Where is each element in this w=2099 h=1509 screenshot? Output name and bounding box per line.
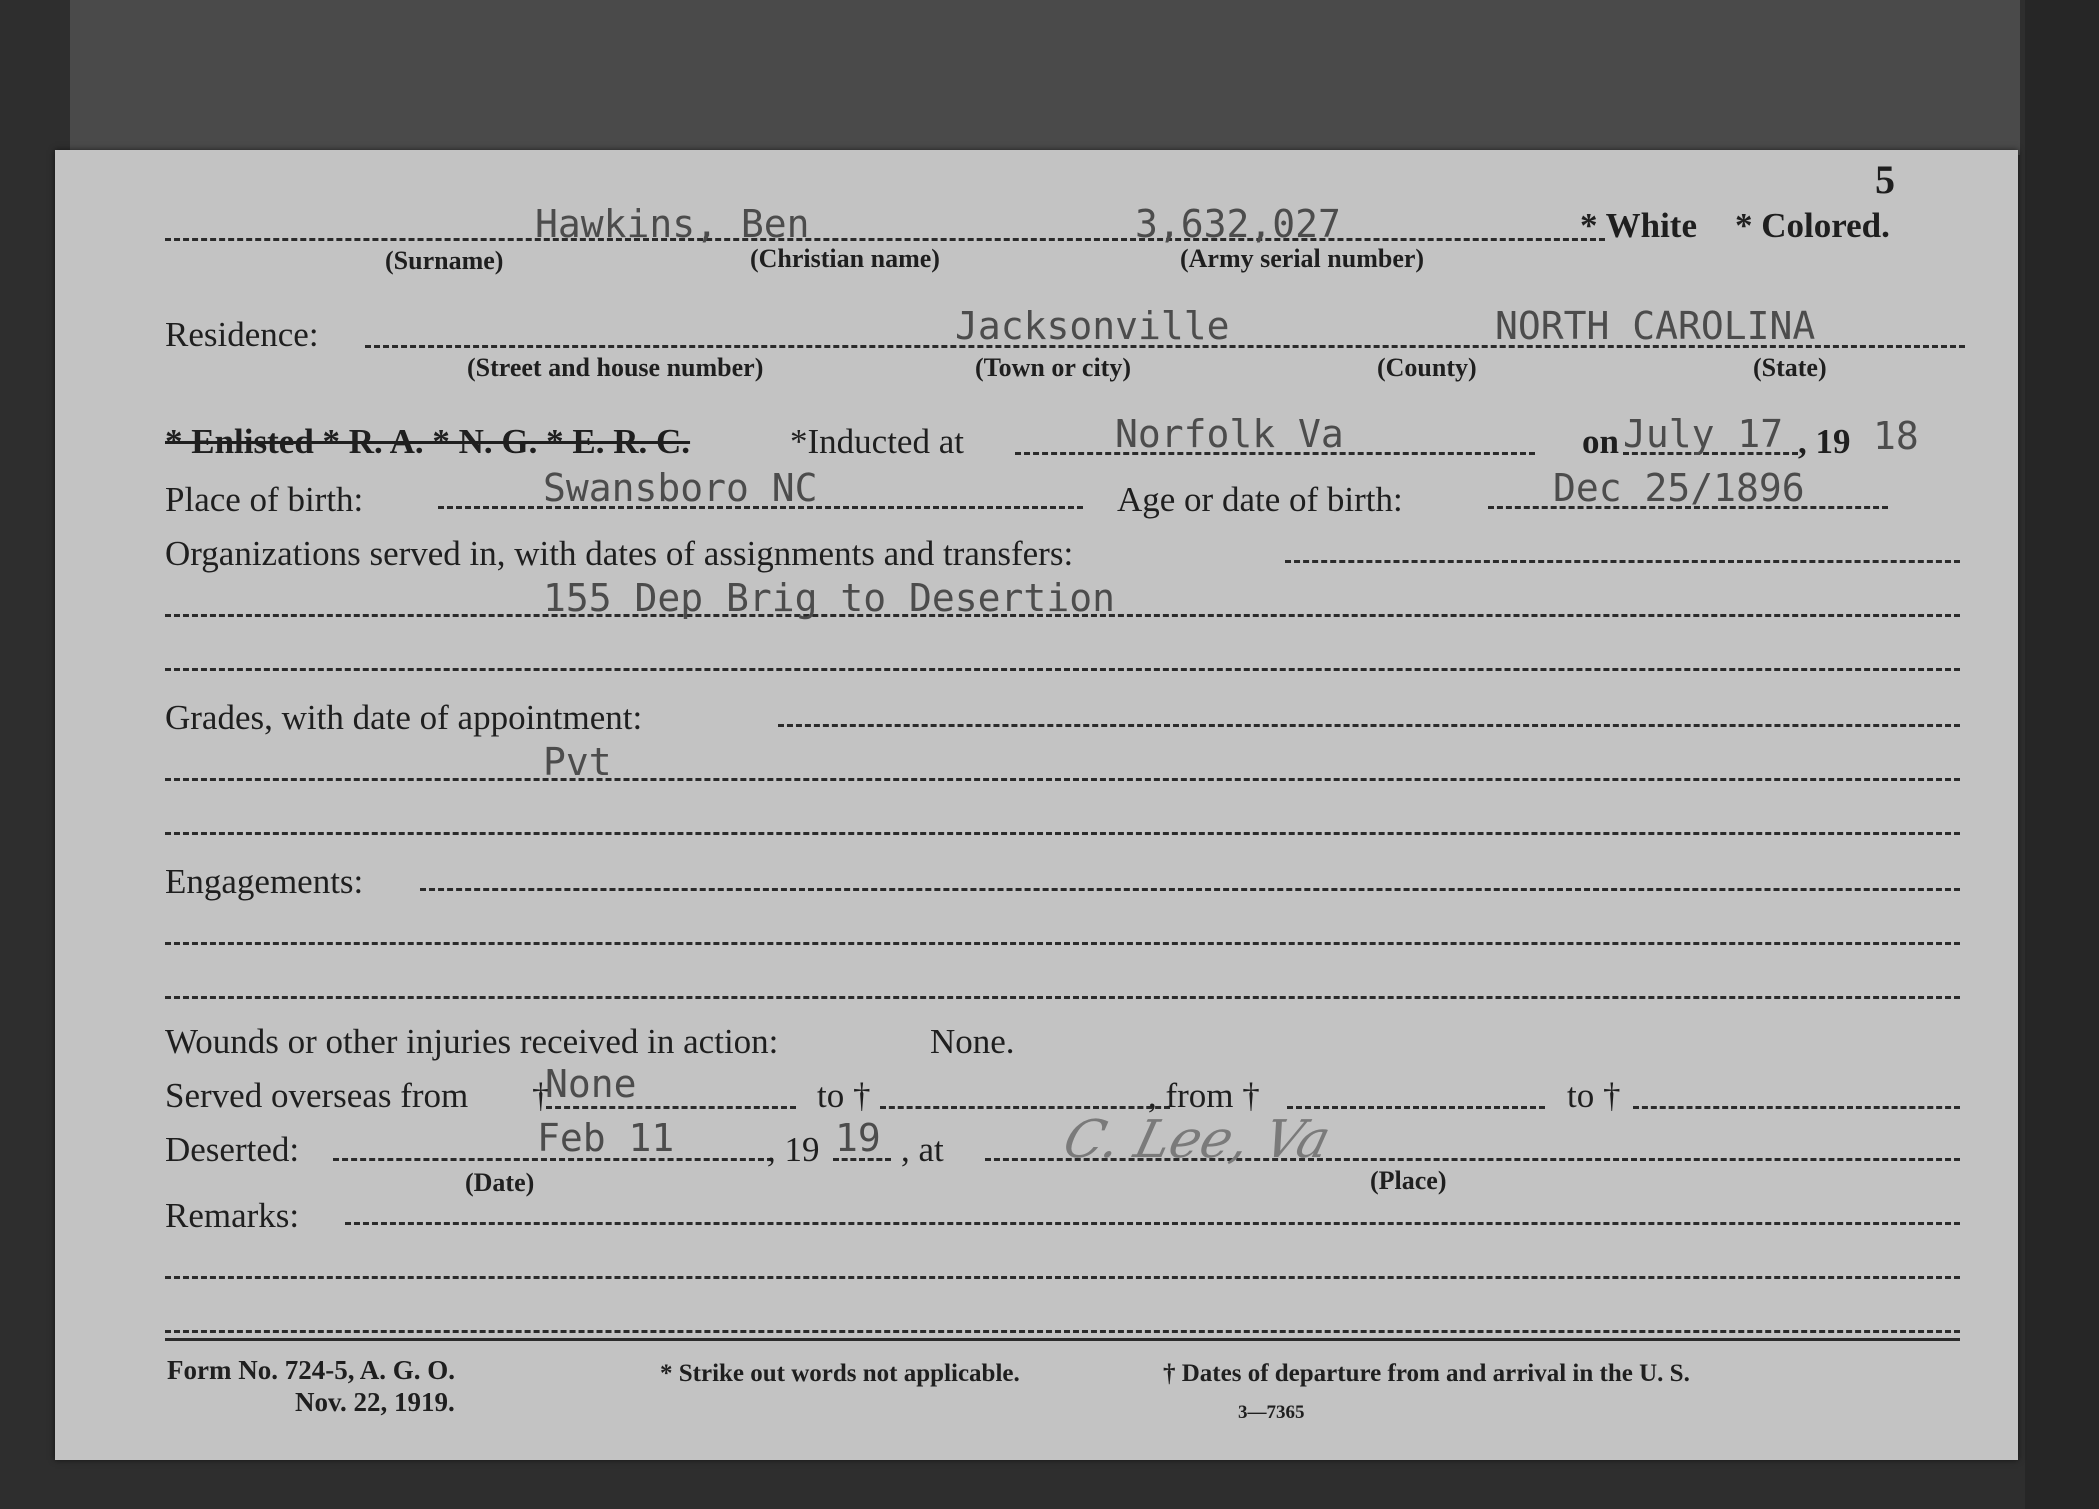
place-caption: (Place) <box>1370 1166 1447 1195</box>
organizations-label: Organizations served in, with dates of assignments and transfers: <box>165 534 1074 573</box>
residence-state: NORTH CAROLINA <box>1495 304 1816 348</box>
form-date: Nov. 22, 1919. <box>295 1387 455 1417</box>
street-caption: (Street and house number) <box>467 353 764 382</box>
state-caption: (State) <box>1753 353 1827 382</box>
strike-note: * Strike out words not applicable. <box>660 1360 1020 1387</box>
surname-caption: (Surname) <box>385 246 504 275</box>
overseas-from-line <box>546 1106 796 1109</box>
on-label: on <box>1582 422 1619 461</box>
inducted-label: *Inducted at <box>790 422 964 461</box>
induction-year: 18 <box>1873 414 1919 458</box>
overseas-to-1: to † <box>817 1076 871 1115</box>
dates-note: † Dates of departure from and arrival in the U. S. <box>1163 1360 1690 1387</box>
remarks-label: Remarks: <box>165 1196 300 1235</box>
birthdate-value: Dec 25/1896 <box>1553 466 1805 510</box>
name-line <box>165 238 1605 241</box>
overseas-from: , from † <box>1148 1076 1260 1115</box>
wounds-label: Wounds or other injuries received in action: <box>165 1022 779 1061</box>
engagements-line-3 <box>165 996 1960 999</box>
name-value: Hawkins, Ben <box>535 202 810 246</box>
grades-label: Grades, with date of appointment: <box>165 698 643 737</box>
town-caption: (Town or city) <box>975 353 1131 382</box>
organizations-line-1 <box>1285 560 1960 563</box>
induction-date: July 17 <box>1623 412 1784 456</box>
organizations-line-3 <box>165 668 1960 671</box>
service-record-card <box>55 150 2018 1460</box>
overseas-to-line-2 <box>1633 1106 1960 1109</box>
residence-label: Residence: <box>165 315 319 354</box>
form-number: Form No. 724-5, A. G. O. <box>167 1355 455 1385</box>
deserted-label: Deserted: <box>165 1130 300 1169</box>
background-dark-band <box>70 0 2020 155</box>
footer-rule <box>165 1338 1960 1341</box>
overseas-value: None <box>545 1062 637 1106</box>
inducted-place: Norfolk Va <box>1115 412 1344 456</box>
deserted-at-label: , at <box>901 1130 944 1169</box>
residence-town: Jacksonville <box>955 304 1230 348</box>
wounds-value: None. <box>930 1022 1015 1061</box>
deserted-year: 19 <box>835 1116 881 1160</box>
deserted-place: C. Lee, Va <box>1057 1110 1337 1170</box>
overseas-to-line-1 <box>880 1106 1170 1109</box>
engagements-line-2 <box>165 942 1960 945</box>
christian-name-caption: (Christian name) <box>750 244 940 273</box>
card-number: 5 <box>1875 157 1895 202</box>
overseas-label: Served overseas from <box>165 1076 469 1115</box>
grades-line-2 <box>165 778 1960 781</box>
overseas-to-2: to † <box>1567 1076 1621 1115</box>
overseas-from-line-2 <box>1287 1106 1545 1109</box>
grades-line-1 <box>778 724 1960 727</box>
background-right-edge <box>2025 0 2099 1509</box>
age-label: Age or date of birth: <box>1117 480 1403 519</box>
remarks-line-2 <box>165 1276 1960 1279</box>
white-option: * White <box>1580 206 1697 245</box>
organizations-value: 155 Dep Brig to Desertion <box>543 576 1115 620</box>
date-caption: (Date) <box>465 1168 535 1197</box>
serial-caption: (Army serial number) <box>1180 244 1425 273</box>
birthplace-value: Swansboro NC <box>543 466 818 510</box>
induction-year-prefix: , 19 <box>1798 422 1851 461</box>
enlistment-types-struck: * Enlisted * R. A. * N. G. * E. R. C. <box>165 422 691 461</box>
engagements-line-1 <box>420 888 1960 891</box>
print-code: 3—7365 <box>1238 1402 1305 1423</box>
county-caption: (County) <box>1377 353 1477 382</box>
colored-option: * Colored. <box>1735 206 1890 245</box>
serial-value: 3,632,027 <box>1135 202 1341 246</box>
deserted-year-prefix: , 19 <box>767 1130 820 1169</box>
deserted-date: Feb 11 <box>537 1116 675 1160</box>
grades-line-3 <box>165 832 1960 835</box>
overseas-dagger: † <box>532 1076 550 1115</box>
engagements-label: Engagements: <box>165 862 364 901</box>
remarks-line-1 <box>345 1222 1960 1225</box>
remarks-line-3 <box>165 1330 1960 1333</box>
grades-value: Pvt <box>543 740 612 784</box>
birthplace-label: Place of birth: <box>165 480 364 519</box>
